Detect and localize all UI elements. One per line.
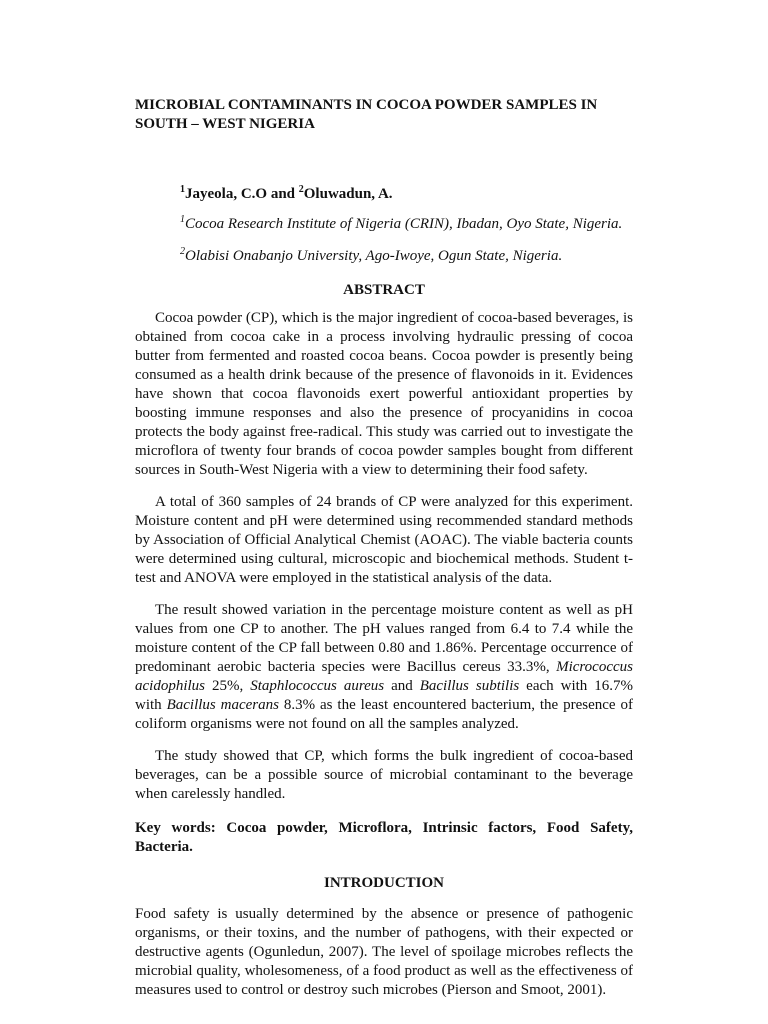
abstract-paragraph-3 [135, 601, 633, 734]
author-line [180, 184, 633, 204]
abstract-p3-text-g: each with 16.7% with [135, 678, 634, 713]
species-bacillus-subtilis: Bacillus subtilis [419, 678, 520, 694]
introduction-heading: INTRODUCTION [323, 875, 444, 891]
abstract-paragraph-1: Cocoa powder (CP), which is the major ingredient of cocoa-based beverages, is obtained from cocoa cake in a process involving hydraulic pressing of cocoa butter from fermented and roasted cocoa beans. Cocoa powder is presently being consumed as a health drink because of the presence of flavonoids in it. Evidences have shown that cocoa flavonoids exert powerful antioxidant properties by boosting immune responses and also the presence of procyanidins in cocoa protects the body against free-radical. This study was carried out to investigate the microflora of twenty four brands of cocoa powder samples bought from different sources in South-West Nigeria with a view to determining their food safety. [135, 310, 633, 478]
author-1-superscript: 1 [180, 184, 185, 195]
affiliation-2 [180, 246, 633, 266]
affiliation-2-superscript: 2 [180, 246, 185, 257]
abstract-paragraph-2: A total of 360 samples of 24 brands of CP were analyzed for this experiment. Moisture content and pH were determined using recommended standard methods by Association of Official Analytical Chemist (AOAC). The viable bacteria counts were determined using cultural, microscopic and biochemical methods. Student t-test and ANOVA were employed in the statistical analysis of the data. [135, 494, 633, 586]
abstract-p3-text-c: 25%, [205, 678, 251, 694]
abstract-heading: ABSTRACT [343, 282, 425, 298]
affiliation-1 [180, 214, 633, 234]
abstract-p3-text-e: and [384, 678, 420, 694]
affiliation-2-text: Olabisi Onabanjo University, Ago-Iwoye, Ogun State, Nigeria. [185, 248, 563, 264]
author-1-name: Jayeola, C.O and [185, 186, 299, 202]
author-2-superscript: 2 [298, 184, 304, 195]
author-2-name: Oluwadun, A. [303, 186, 393, 202]
abstract-p3-text-a: The result showed variation in the percentage moisture content as well as pH values from one CP to another. The pH values ranged from 6.4 to 7.4 while the moisture content of the CP fall between 0.80 and 1.86%. Percentage occurrence of predominant aerobic bacteria species were Bacillus cereus 33.3%, [135, 602, 633, 675]
abstract-paragraph-4: The study showed that CP, which forms the bulk ingredient of cocoa-based beverages, can be a possible source of microbial contaminant to the beverage when carelessly handled. [135, 748, 633, 802]
species-bacillus-macerans: Bacillus macerans [166, 697, 279, 713]
species-staphlococcus: Staphlococcus aureus [250, 678, 385, 694]
affiliation-1-text: Cocoa Research Institute of Nigeria (CRIN), Ibadan, Oyo State, Nigeria. [185, 216, 623, 232]
abstract-p3-text-i: 8.3% as the least encountered bacterium, the presence of coliform organisms were not found on all the samples analyzed. [135, 697, 633, 732]
introduction-paragraph-1: Food safety is usually determined by the absence or presence of pathogenic organisms, or their toxins, and the number of pathogens, with their expected or destructive agents (Ogunledun, 2007). The level of spoilage microbes reflects the microbial quality, wholesomeness, of a food product as well as the effectiveness of measures used to control or destroy such microbes (Pierson and Smoot, 2001). [135, 906, 633, 998]
affiliation-1-superscript: 1 [180, 214, 185, 225]
paper-title: MICROBIAL CONTAMINANTS IN COCOA POWDER SAMPLES IN SOUTH – WEST NIGERIA [135, 97, 598, 132]
species-micrococcus: Micrococcus acidophilus [135, 659, 633, 694]
keywords: Key words: Cocoa powder, Microflora, Intrinsic factors, Food Safety, Bacteria. [135, 820, 633, 855]
